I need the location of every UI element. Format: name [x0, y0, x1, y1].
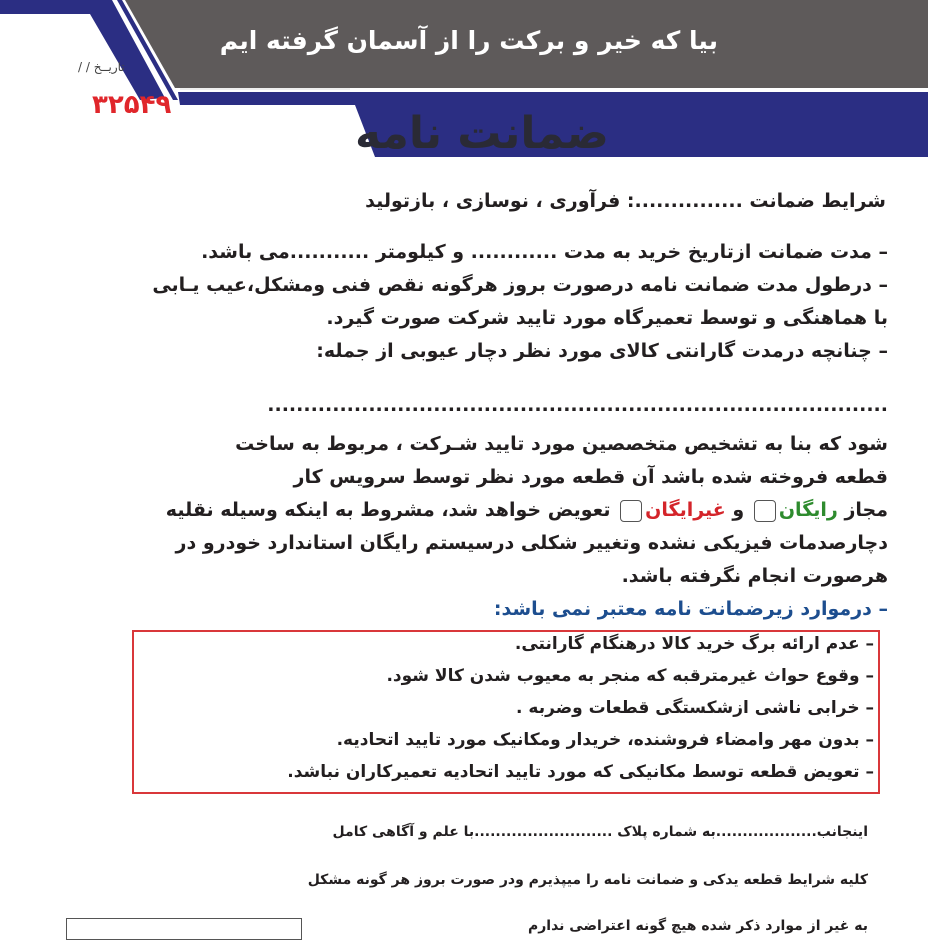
declaration-line: اینجانب...................به شماره پلاک ..........................با علم و آگاهی کامل [332, 824, 868, 840]
replace-suffix: تعویض خواهد شد، مشروط به اینکه وسیله نقلیه [165, 499, 611, 521]
exclusion-item: – تعویض قطعه توسط مکانیکی که مورد تایید اتحادیه تعمیرکاران نباشد. [287, 762, 874, 782]
condition-line: قطعه فروخته شده باشد آن قطعه مورد نظر توسط سرویس کار [293, 466, 888, 488]
date-field[interactable]: تاریــخ / / [78, 60, 125, 74]
declaration-line: کلیه شرایط قطعه یدکی و ضمانت نامه را میپذیرم ودر صورت بروز هر گونه مشکل [307, 872, 868, 888]
declaration-line: به غیر از موارد ذکر شده هیچ گونه اعتراضی ندارم [527, 918, 868, 934]
condition-line: – مدت ضمانت ازتاریخ خرید به مدت ............ و کیلومتر ...........می باشد. [201, 241, 888, 263]
condition-line: – چنانچه درمدت گارانتی کالای مورد نظر دچار عیوبی از جمله: [316, 340, 888, 362]
exclusion-item: – خرابی ناشی ازشکستگی قطعات وضربه . [516, 698, 874, 718]
exclusions-heading: – درموارد زیرضمانت نامه معتبر نمی باشد: [493, 598, 888, 620]
paid-checkbox[interactable] [620, 500, 642, 522]
exclusion-item: – وقوع حواث غیرمترقبه که منجر به معیوب شدن کالا شود. [386, 666, 874, 686]
free-label: رایگان [778, 499, 838, 521]
condition-line: با هماهنگی و توسط تعمیرگاه مورد تایید شرکت صورت گیرد. [326, 307, 888, 329]
replace-prefix: مجاز [844, 499, 888, 521]
free-checkbox[interactable] [754, 500, 776, 522]
serial-number: ۳۲۵۴۹ [92, 90, 172, 120]
exclusion-item: – عدم ارائه برگ خرید کالا درهنگام گارانتی. [514, 634, 874, 654]
page-title: ضمانت نامه [355, 108, 609, 159]
conditions-heading: شرایط ضمانت ...............: فرآوری ، نوسازی ، بازتولید [365, 190, 886, 212]
defect-blank-line[interactable]: ...................................................................................... [267, 394, 888, 416]
exclusion-item: – بدون مهر وامضاء فروشنده، خریدار ومکانیک مورد تایید اتحادیه. [336, 730, 874, 750]
condition-line: شود که بنا به تشخیص متخصصین مورد تایید شـرکت ، مربوط به ساخت [235, 433, 888, 455]
signature-box[interactable] [66, 918, 302, 940]
condition-line: – درطول مدت ضمانت نامه درصورت بروز هرگونه نقص فنی ومشکل،عیب یـابی [152, 274, 888, 296]
condition-line: دچارصدمات فیزیکی نشده وتغییر شکلی درسیستم رایگان استاندارد خودرو در [175, 532, 888, 554]
and-label: و [732, 499, 745, 521]
header-slogan: بیا که خیر و برکت را از آسمان گرفته ایم [219, 26, 718, 55]
paid-label: غیرایگان [645, 499, 726, 521]
replace-line [166, 499, 888, 522]
condition-line: هرصورت انجام نگرفته باشد. [621, 565, 888, 587]
